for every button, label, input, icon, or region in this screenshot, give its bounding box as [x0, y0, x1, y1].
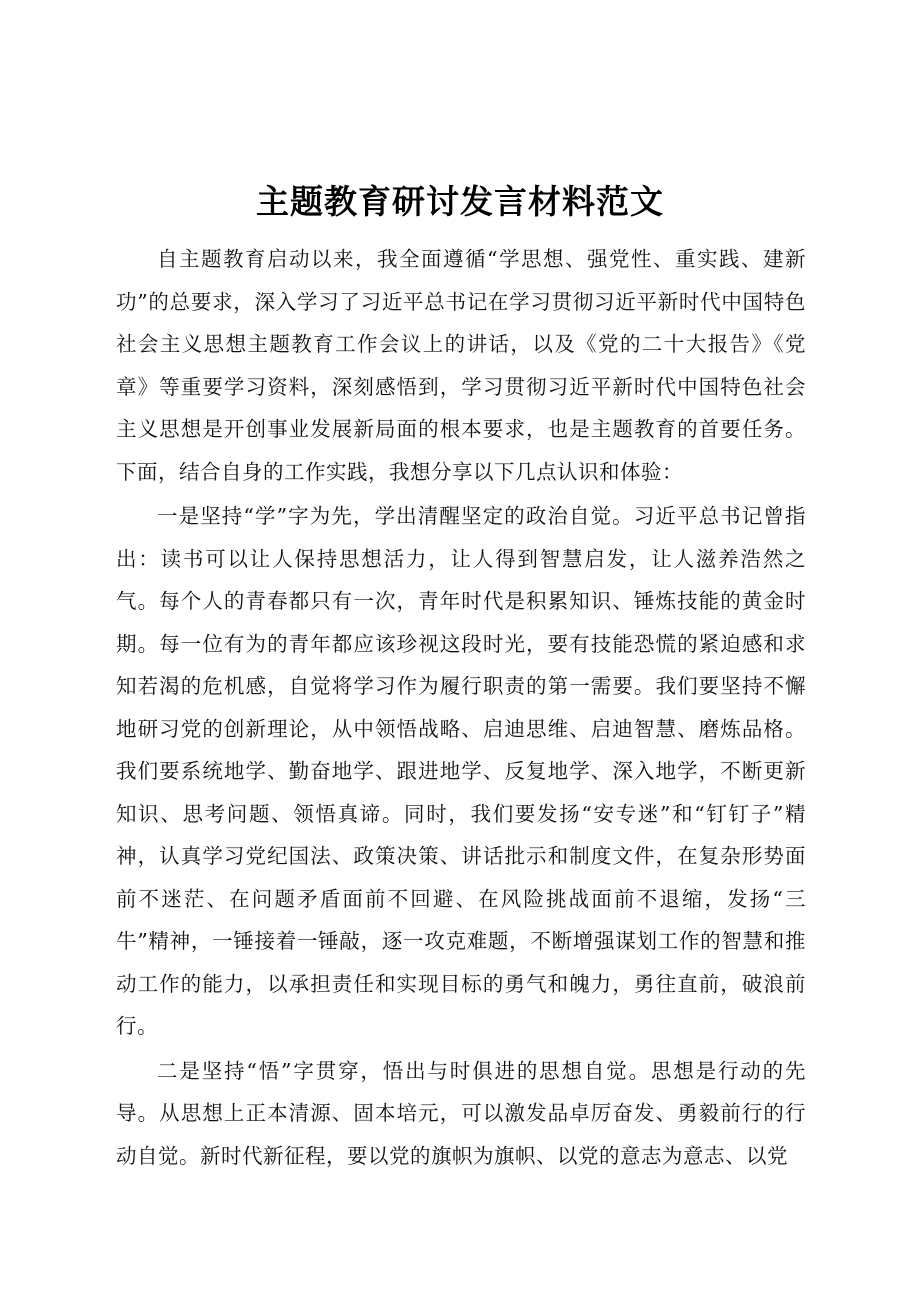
document-title: 主题教育研讨发言材料范文 — [256, 182, 664, 221]
paragraph-intro: 自主题教育启动以来，我全面遵循“学思想、强党性、重实践、建新功”的总要求，深入学习了习近平总书记在学习贯彻习近平新时代中国特色社会主义思想主题教育工作会议上的讲话，以及《党的二十大报告》《党章》等重要学习资料，深刻感悟到，学习贯彻习近平新时代中国特色社会主义思想是开创事业发展新局面的根本要求，也是主题教育的首要任务。下面，结合自身的工作实践，我想分享以下几点认识和体验： — [116, 247, 806, 484]
document-body — [116, 238, 806, 1177]
paragraph-point-one: 一是坚持“学”字为先，学出清醒坚定的政治自觉。习近平总书记曾指出：读书可以让人保持思想活力，让人得到智慧启发，让人滋养浩然之气。每个人的青春都只有一次，青年时代是积累知识、锤炼技能的黄金时期。每一位有为的青年都应该珍视这段时光，要有技能恐慌的紧迫感和求知若渴的危机感，自觉将学习作为履行职责的第一需要。我们要坚持不懈地研习党的创新理论，从中领悟战略、启迪思维、启迪智慧、磨炼品格。我们要系统地学、勤奋地学、跟进地学、反复地学、深入地学，不断更新知识、思考问题、领悟真谛。同时，我们要发扬“安专迷”和“钉钉子”精神，认真学习党纪国法、政策决策、讲话批示和制度文件，在复杂形势面前不迷茫、在问题矛盾面前不回避、在风险挑战面前不退缩，发扬“三牛”精神，一锤接着一锤敲，逐一攻克难题，不断增强谋划工作的智慧和推动工作的能力，以承担责任和实现目标的勇气和魄力，勇往直前，破浪前行。 — [116, 504, 806, 1038]
paragraph-point-two: 二是坚持“悟”字贯穿，悟出与时俱进的思想自觉。思想是行动的先导。从思想上正本清源、固本培元，可以激发品卓厉奋发、勇毅前行的行动自觉。新时代新征程，要以党的旗帜为旗帜、以党的意志为意志、以党 — [116, 1058, 806, 1168]
